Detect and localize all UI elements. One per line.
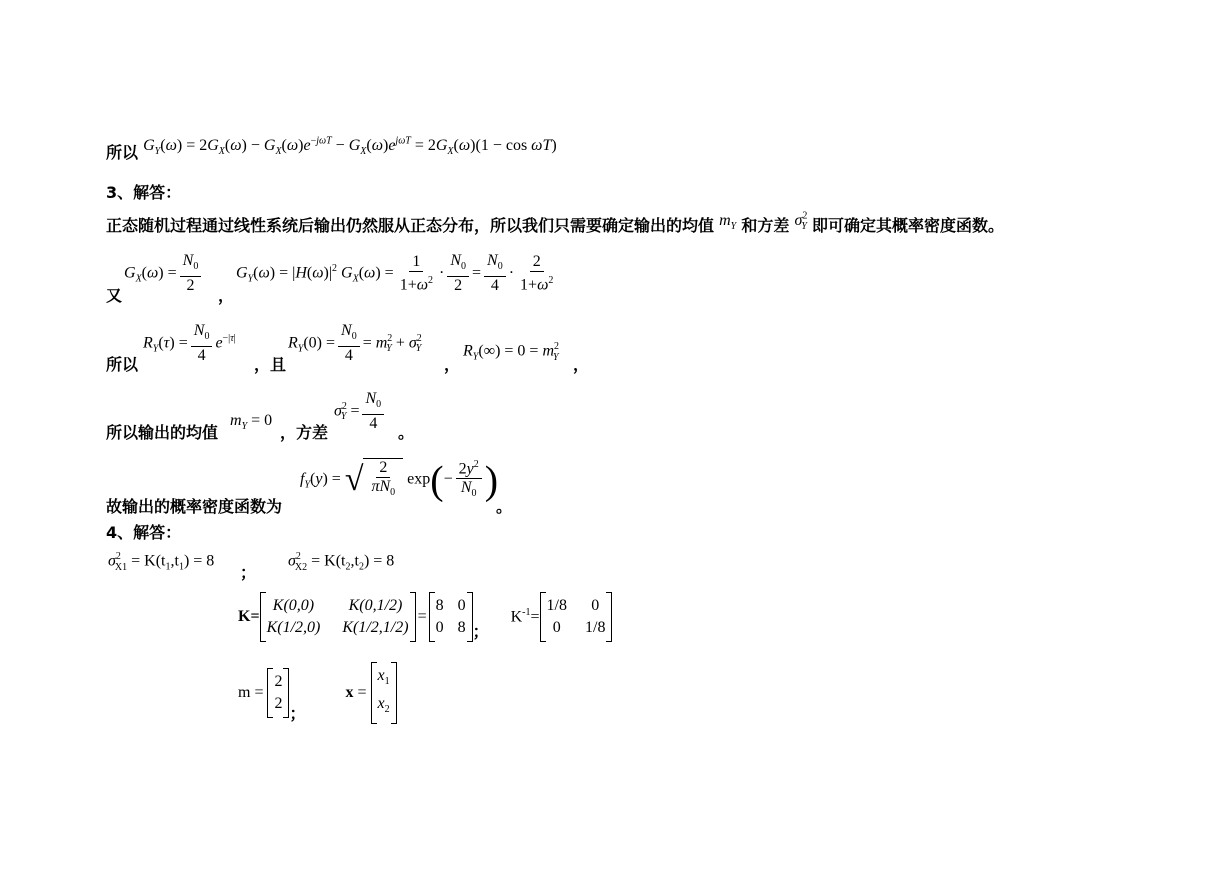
matrix-cell: 8	[435, 597, 444, 614]
desc-text-c: 即可确定其概率密度函数。	[811, 216, 1004, 235]
matrix-cell: K(0,0)	[272, 597, 315, 614]
matrix-cell: K(1/2,1/2)	[342, 619, 409, 636]
vector-cell: 2	[274, 673, 283, 691]
mean-symbol: $m_Y$	[719, 212, 737, 233]
mean-value-formula: $m_Y = 0$	[230, 412, 273, 433]
desc-text-b: 和方差	[741, 216, 790, 235]
vector-cell: $x_2$	[377, 695, 390, 716]
and-text: ，且	[254, 355, 287, 374]
line-description	[106, 210, 1004, 238]
k-numeric-matrix	[429, 592, 473, 642]
mean-prefix: 所以输出的均值	[106, 423, 219, 442]
pdf-end: 。	[496, 497, 513, 516]
sep-semicolon-3: ；	[289, 704, 306, 724]
sep-comma-2: ，	[444, 355, 461, 374]
matrix-cell: 0	[591, 597, 600, 614]
x-label: x	[345, 684, 354, 702]
variance-value-formula: $\sigma^2_Y$ = $\frac{N_0}{4}$	[334, 390, 387, 433]
section-4-heading: 4、解答：	[106, 523, 182, 542]
gx-formula: $G_X(\omega)$ = $\frac{N_0}{2}$	[124, 252, 204, 295]
pdf-formula: $f_Y(y)$ = √ $\frac{2}{\pi N_0}$ exp(− $\frac{2y^2}{N_0}$ )	[300, 457, 499, 503]
ry-zero-formula: $R_Y(0)$ = $\frac{N_0}{4}$ = $m^2_Y + \sigma^2_Y$	[288, 322, 422, 365]
matrix-cell: K(1/2,0)	[266, 619, 321, 636]
mean-mid: ，方差	[280, 423, 329, 442]
gy-formula: $G_Y(\omega) = 2G_X(\omega) - G_X(\omega)e^{-j\omega T} - G_X(\omega)e^{j\omega T} = 2G_X(\omega)(1 - \cos \omega T)$	[143, 135, 557, 158]
k-label: K=	[238, 608, 260, 625]
you-text: 又	[106, 286, 123, 305]
covariance-matrix-line: K= K(0,0) K(0,1/2) K(1/2,0) K(1/2,1/2) = 8 0 0 8 ； $K^{-1}=$ 1/8 0 0 1/8	[238, 592, 612, 642]
prefix-suoyi: 所以	[106, 143, 139, 162]
sep-comma-3: ，	[573, 355, 590, 374]
vectors-line: m = 2 2 ； x = $x_1$ $x_2$	[238, 662, 397, 724]
variance-symbol: $\sigma^2_Y$	[794, 210, 808, 233]
matrix-cell: 8	[457, 619, 466, 636]
m-vector	[267, 668, 289, 718]
sep-semicolon-1: ；	[240, 563, 257, 582]
matrix-cell: 0	[552, 619, 561, 636]
ry-infinity-formula: $R_Y(\infty) = 0 = m^2_Y$	[463, 341, 560, 363]
variance-x2: $\sigma^2_{X2} = K(t_2,t_2) = 8$	[288, 551, 395, 573]
ry-tau-formula: $R_Y(\tau)$ = $\frac{N_0}{4}$ $e^{-|\tau|}$	[143, 322, 236, 365]
vector-cell: 2	[274, 695, 283, 713]
vector-cell: $x_1$	[377, 667, 390, 688]
mean-end: 。	[398, 423, 415, 442]
matrix-cell: 1/8	[546, 597, 567, 614]
gy-spectrum-formula: $G_Y(\omega) = |H(\omega)|^2$ $G_X(\omega)$ = $\frac{1}{1+\omega^2}$ · $\frac{N_0}{2}$ = $\frac{N_0}{4}$ · $\frac{2}{1+\omega^2}$	[236, 252, 554, 295]
matrix-cell: 0	[435, 619, 444, 636]
section-3-heading: 3、解答：	[106, 183, 182, 202]
prefix-suoyi-2: 所以	[106, 355, 139, 374]
sqrt-symbol: √ $\frac{2}{\pi N_0}$	[345, 458, 403, 502]
prefix-you	[106, 283, 122, 306]
matrix-cell: 1/8	[585, 619, 606, 636]
variance-x1: $\sigma^2_{X1} = K(t_1,t_1) = 8$	[108, 551, 215, 573]
sep-comma-1: ，	[218, 286, 235, 305]
matrix-cell: K(0,1/2)	[348, 597, 403, 614]
m-label: m =	[238, 684, 264, 702]
line-gy-result	[106, 135, 557, 165]
x-vector	[371, 662, 397, 724]
k-inverse-label: $K^{-1}=$	[510, 607, 540, 626]
k-inverse-matrix	[540, 592, 613, 642]
pdf-prefix: 故输出的概率密度函数为	[106, 497, 283, 516]
desc-text-a: 正态随机过程通过线性系统后输出仍然服从正态分布，所以我们只需要确定输出的均值	[106, 216, 715, 235]
k-symbolic-matrix	[260, 592, 416, 642]
sep-semicolon-2: ；	[472, 622, 489, 641]
k-inv-letter: K	[510, 608, 523, 626]
matrix-cell: 0	[457, 597, 466, 614]
